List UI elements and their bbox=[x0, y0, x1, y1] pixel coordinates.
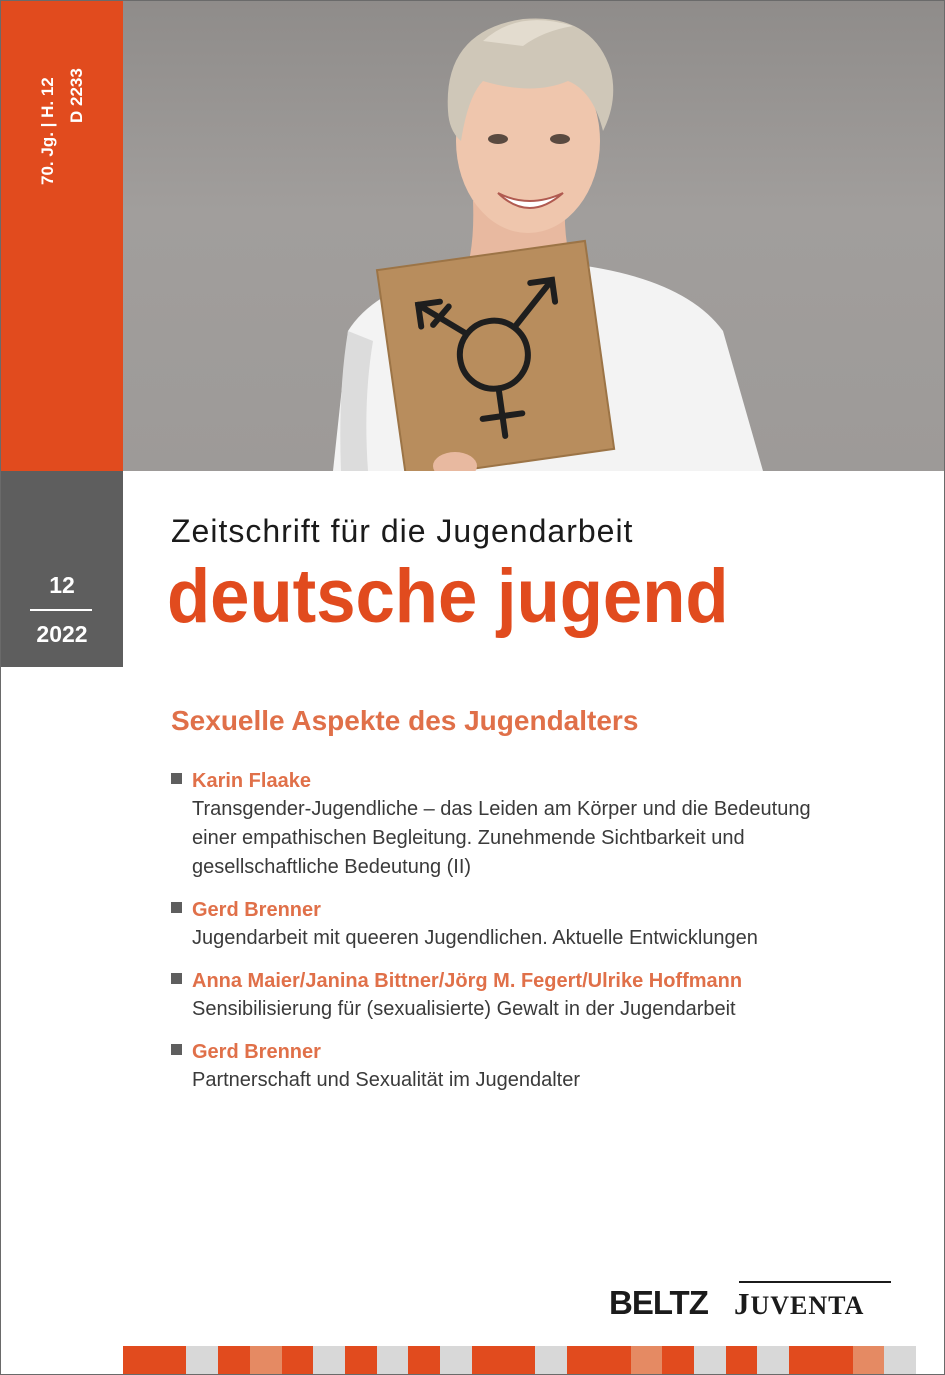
stripe-segment bbox=[377, 1346, 409, 1375]
color-stripe bbox=[123, 1346, 916, 1375]
article-title-line: einer empathischen Begleitung. Zunehmende Sichtbarkeit und bbox=[192, 827, 745, 849]
publisher-rule bbox=[739, 1281, 891, 1283]
article-author: Anna Maier/Janina Bittner/Jörg M. Fegert/Ulrike Hoffmann bbox=[192, 970, 743, 992]
stripe-segment bbox=[789, 1346, 821, 1375]
stripe-segment bbox=[757, 1346, 789, 1375]
article-title-line: Transgender-Jugendliche – das Leiden am Körper und die Bedeutung bbox=[192, 798, 811, 820]
stripe-segment bbox=[599, 1346, 631, 1375]
stripe-segment bbox=[123, 1346, 155, 1375]
cover-photo bbox=[123, 1, 945, 471]
publisher-juventa-rest: UVENTA bbox=[750, 1291, 865, 1320]
stripe-segment bbox=[504, 1346, 536, 1375]
issue-block bbox=[1, 471, 123, 667]
bullet-square-icon bbox=[171, 973, 182, 984]
masthead-subtitle: Zeitschrift für die Jugendarbeit bbox=[171, 513, 634, 549]
issue-divider bbox=[30, 609, 92, 611]
publisher-juventa-initial: J bbox=[734, 1286, 751, 1321]
stripe-segment bbox=[345, 1346, 377, 1375]
stripe-segment bbox=[662, 1346, 694, 1375]
article-item bbox=[169, 967, 889, 1024]
stripe-segment bbox=[821, 1346, 853, 1375]
article-title-line: Sensibilisierung für (sexualisierte) Gewalt in der Jugendarbeit bbox=[192, 998, 736, 1020]
publisher-logo-juventa bbox=[734, 1286, 864, 1322]
bullet-square-icon bbox=[171, 773, 182, 784]
stripe-segment bbox=[155, 1346, 187, 1375]
issue-topic: Sexuelle Aspekte des Jugendalters bbox=[171, 705, 639, 736]
article-item bbox=[169, 896, 889, 953]
article-title-line: gesellschaftliche Bedeutung (II) bbox=[192, 856, 472, 878]
stripe-segment bbox=[853, 1346, 885, 1375]
spine-volume-issue: 70. Jg. | H. 12 bbox=[38, 77, 57, 185]
stripe-segment bbox=[313, 1346, 345, 1375]
masthead-title: deutsche jugend bbox=[167, 554, 729, 639]
article-list bbox=[169, 767, 889, 1109]
article-author: Gerd Brenner bbox=[192, 1041, 321, 1063]
stripe-segment bbox=[884, 1346, 916, 1375]
spine-text bbox=[1, 1, 123, 471]
article-item bbox=[169, 1038, 889, 1095]
bullet-square-icon bbox=[171, 1044, 182, 1055]
stripe-segment bbox=[186, 1346, 218, 1375]
publisher-logo-beltz: BELTZ bbox=[609, 1284, 708, 1321]
stripe-segment bbox=[250, 1346, 282, 1375]
stripe-segment bbox=[472, 1346, 504, 1375]
stripe-segment bbox=[408, 1346, 440, 1375]
stripe-segment bbox=[567, 1346, 599, 1375]
article-author: Karin Flaake bbox=[192, 770, 311, 792]
issue-number: 12 bbox=[49, 572, 75, 598]
stripe-segment bbox=[440, 1346, 472, 1375]
stripe-segment bbox=[726, 1346, 758, 1375]
stripe-segment bbox=[535, 1346, 567, 1375]
stripe-segment bbox=[282, 1346, 314, 1375]
issue-year: 2022 bbox=[36, 621, 88, 647]
stripe-segment bbox=[631, 1346, 663, 1375]
article-author: Gerd Brenner bbox=[192, 899, 321, 921]
bullet-square-icon bbox=[171, 902, 182, 913]
article-title-line: Jugendarbeit mit queeren Jugendlichen. Aktuelle Entwicklungen bbox=[192, 927, 758, 949]
cover-photo-illustration bbox=[123, 1, 945, 471]
article-item bbox=[169, 767, 889, 882]
stripe-segment bbox=[694, 1346, 726, 1375]
article-title-line: Partnerschaft und Sexualität im Jugendalter bbox=[192, 1069, 580, 1091]
stripe-segment bbox=[218, 1346, 250, 1375]
spine-postal-code: D 2233 bbox=[67, 68, 86, 123]
